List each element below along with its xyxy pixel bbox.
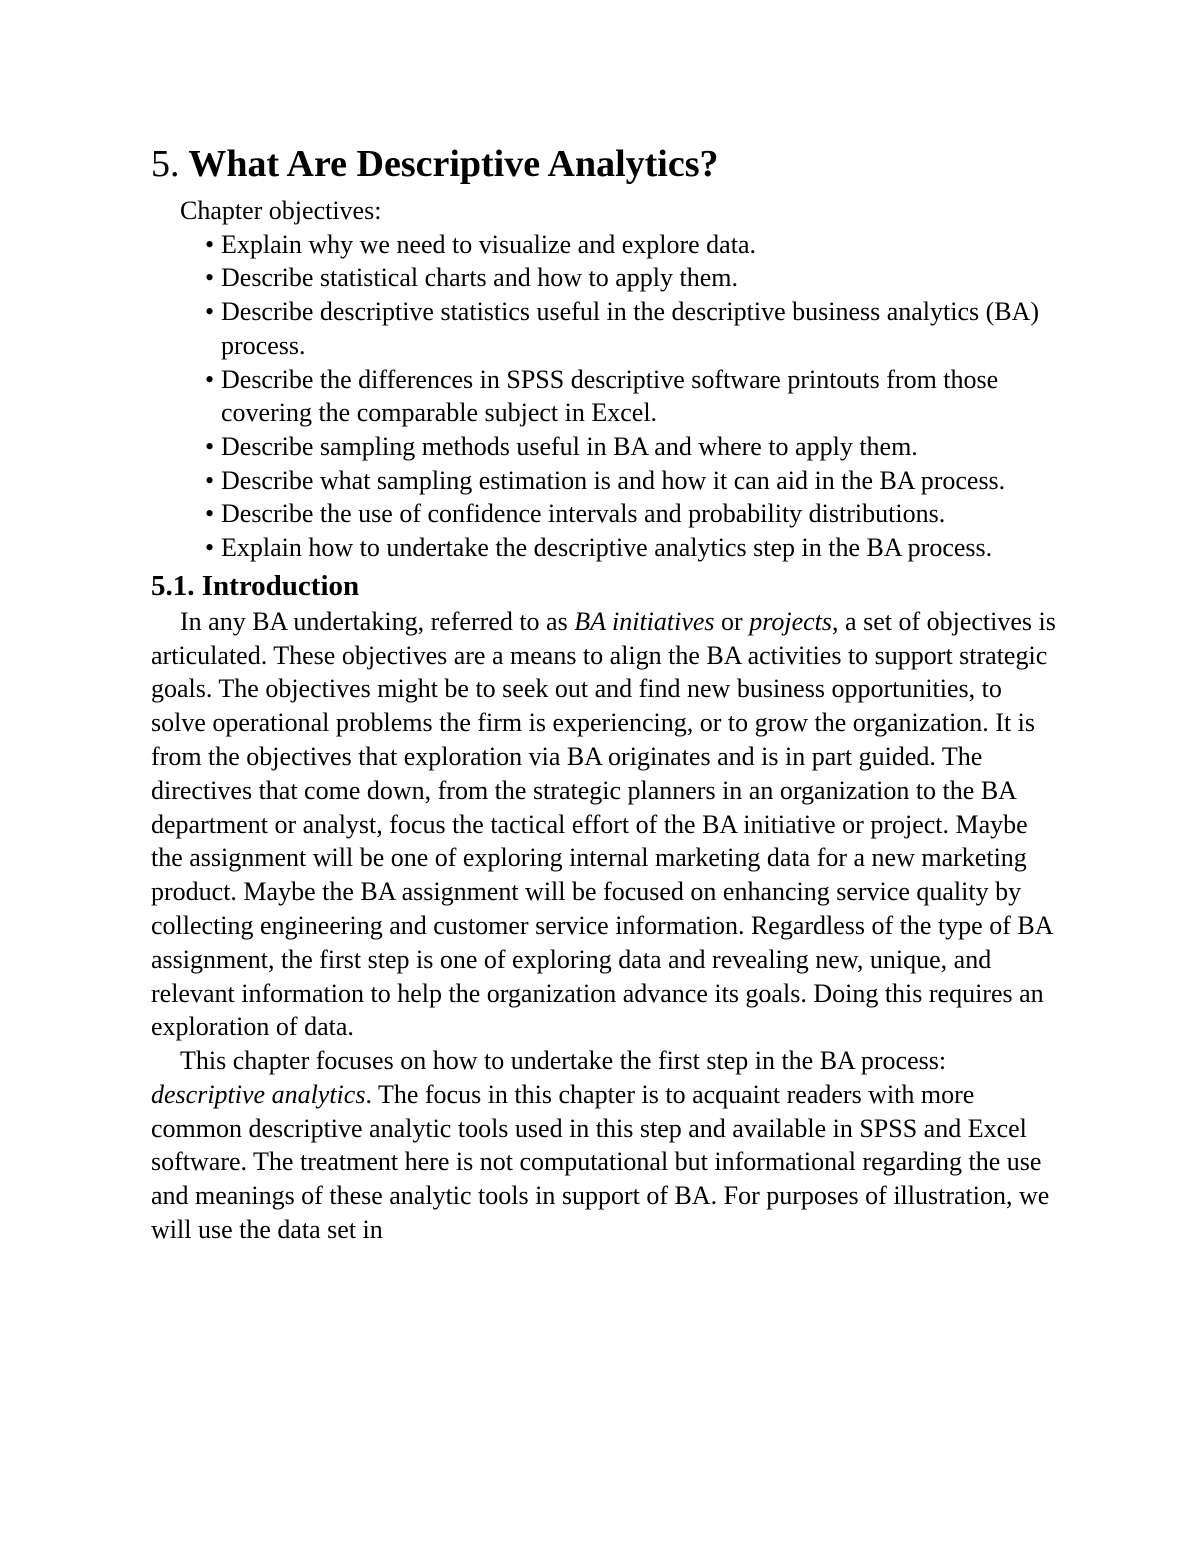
emphasis-text: projects — [749, 606, 833, 636]
bullet: • — [205, 263, 215, 293]
objective-item — [205, 531, 1051, 565]
section-title: 5.1. Introduction — [151, 569, 360, 602]
chapter-title-text: What Are Descriptive Analytics? — [188, 143, 719, 185]
bullet: • — [205, 229, 215, 259]
paragraph-text: In any BA undertaking, referred to as — [180, 606, 575, 636]
objective-item — [205, 464, 1051, 498]
bullet: • — [205, 465, 215, 495]
objective-text: Describe what sampling estimation is and how it can aid in the BA process. — [221, 465, 1006, 495]
objective-item — [205, 228, 1051, 262]
objective-item — [205, 363, 1051, 430]
objective-item — [205, 497, 1051, 531]
objective-text: Describe statistical charts and how to apply them. — [221, 263, 738, 293]
objective-item — [205, 295, 1051, 362]
chapter-number: 5. — [151, 143, 180, 185]
objective-text: Describe sampling methods useful in BA and where to apply them. — [221, 431, 918, 461]
document-page — [151, 140, 1056, 1247]
objective-item — [205, 261, 1051, 295]
objectives-heading: Chapter objectives: — [180, 196, 382, 225]
objective-text: Describe the use of confidence intervals and probability distributions. — [221, 499, 946, 529]
objective-text: Describe descriptive statistics useful in the descriptive business analytics (BA) process. — [221, 297, 1040, 360]
intro-paragraph-2 — [151, 1044, 1056, 1247]
bullet: • — [205, 431, 215, 461]
paragraph-text: , a set of objectives is articulated. These objectives are a means to align the BA activities to support strategic goals. The objectives might be to seek out and find new business opportunities, to solve operational problems the firm is experiencing, or to grow the organization. It is from the objectives that exploration via BA originates and is in part guided. The directives that come down, from the strategic planners in an organization to the BA department or analyst, focus the tactical effort of the BA initiative or project. Maybe the assignment will be one of exploring internal marketing data for a new marketing product. Maybe the BA assignment will be focused on enhancing service quality by collecting engineering and customer service information. Regardless of the type of BA assignment, the first step is one of exploring data and revealing new, unique, and relevant information to help the organization advance its goals. Doing this requires an exploration of data. — [151, 606, 1056, 1042]
bullet: • — [205, 297, 215, 327]
paragraph-text: . The focus in this chapter is to acquaint readers with more common descriptive analytic tools used in this step and available in SPSS and Excel software. The treatment here is not computational but informational regarding the use and meanings of these analytic tools in support of BA. For purposes of illustration, we will use the data set in — [151, 1079, 1050, 1245]
chapter-title — [151, 140, 1051, 188]
bullet: • — [205, 499, 215, 529]
bullet: • — [205, 364, 215, 394]
paragraph-text: or — [714, 606, 750, 636]
emphasis-text: BA initiatives — [574, 606, 715, 636]
objective-text: Explain how to undertake the descriptive analytics step in the BA process. — [221, 533, 993, 563]
objective-text: Explain why we need to visualize and explore data. — [221, 229, 756, 259]
paragraph-text: This chapter focuses on how to undertake the first step in the BA process: — [180, 1046, 947, 1076]
emphasis-text: descriptive analytics — [151, 1079, 366, 1109]
intro-paragraph-1 — [151, 605, 1056, 1044]
objectives-list — [151, 228, 1051, 565]
bullet: • — [205, 533, 215, 563]
objective-text: Describe the differences in SPSS descriptive software printouts from those covering the comparable subject in Excel. — [221, 364, 999, 428]
objective-item — [205, 430, 1051, 464]
